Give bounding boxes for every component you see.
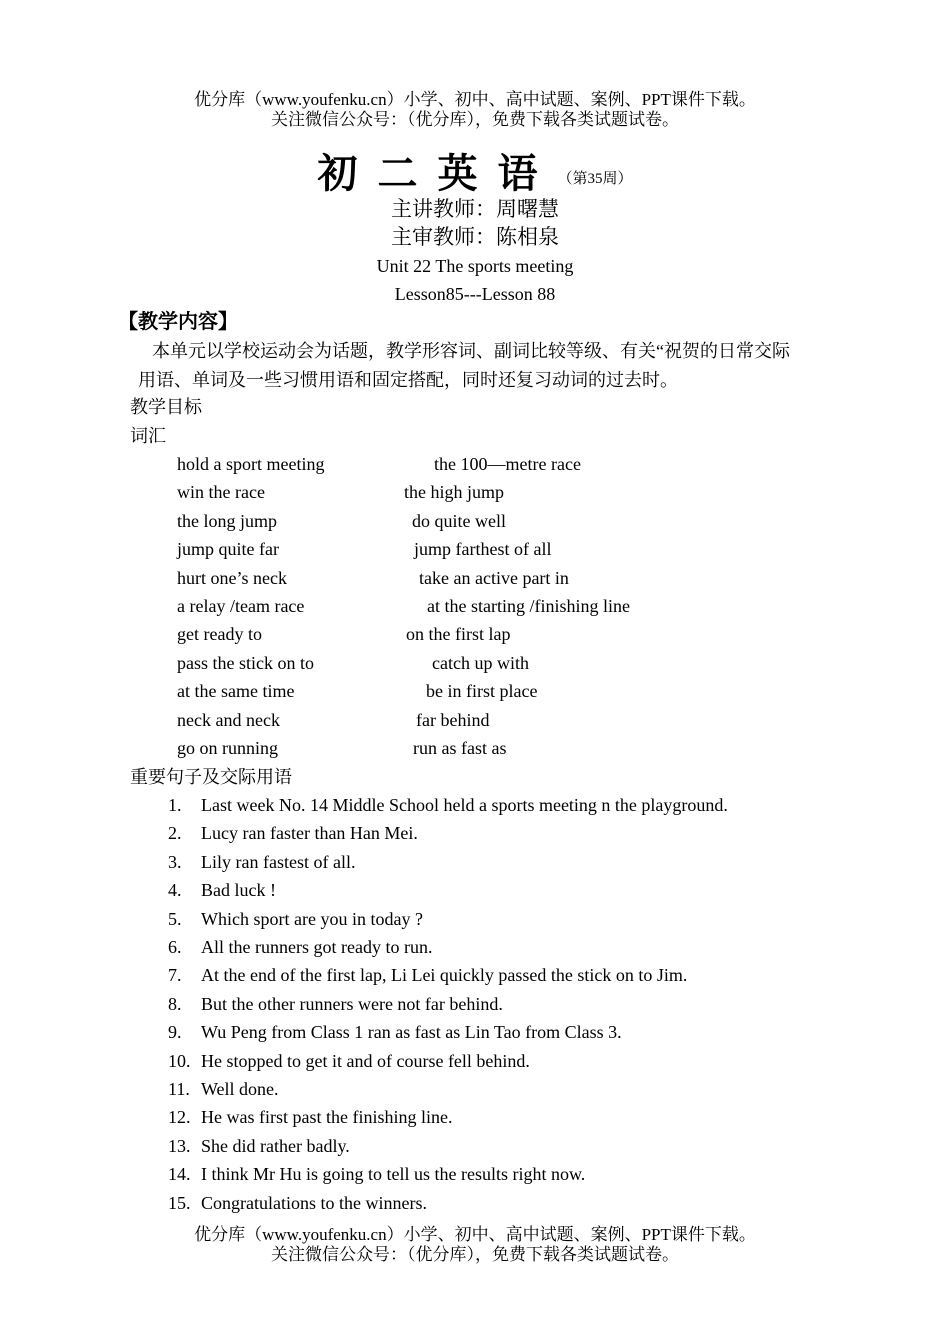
- sentence-text: She did rather badly.: [201, 1135, 350, 1156]
- vocab-item: at the starting /finishing line: [427, 596, 630, 616]
- sentence-item: [168, 1134, 350, 1158]
- sentence-item: [168, 821, 418, 845]
- sentence-item: [168, 1105, 452, 1129]
- vocab-item: hurt one’s neck: [177, 567, 287, 588]
- sentence-number: 11.: [168, 1079, 190, 1099]
- sentences-label: 重要句子及交际用语: [130, 767, 292, 787]
- week-label: （第35周）: [557, 171, 633, 187]
- sentence-item: [168, 850, 355, 874]
- intro-paragraph: [138, 337, 858, 394]
- sentence-item: [168, 1049, 530, 1073]
- sentence-text: Last week No. 14 Middle School held a sports meeting n the playground.: [201, 795, 728, 815]
- vocab-item: at the same time: [177, 681, 295, 702]
- sentence-item: [168, 1077, 279, 1101]
- sentence-number: 7.: [168, 965, 182, 986]
- sentence-number: 9.: [168, 1022, 182, 1043]
- sentence-text: Wu Peng from Class 1 ran as fast as Lin Tao from Class 3.: [201, 1022, 622, 1043]
- sentence-number: 15.: [168, 1192, 191, 1213]
- vocab-item: pass the stick on to: [177, 652, 314, 673]
- sentence-number: 1.: [168, 795, 182, 815]
- vocab-item: on the first lap: [406, 624, 511, 645]
- vocab-item: the high jump: [404, 482, 504, 503]
- vocab-label: 词汇: [130, 426, 166, 446]
- reviewer: 主审教师：陈相泉: [391, 225, 559, 249]
- vocab-item: take an active part in: [419, 567, 569, 588]
- sentence-item: [168, 793, 728, 817]
- sentence-text: I think Mr Hu is going to tell us the results right now.: [201, 1164, 586, 1185]
- unit-title: Unit 22 The sports meeting: [376, 256, 574, 276]
- sentence-text: But the other runners were not far behind.: [201, 993, 503, 1014]
- sentence-number: 12.: [168, 1107, 191, 1128]
- vocab-item: go on running: [177, 738, 278, 758]
- vocab-item: run as fast as: [413, 738, 507, 758]
- lesson-range: Lesson85---Lesson 88: [394, 284, 556, 304]
- sentence-item: [168, 963, 687, 987]
- sentence-text: Lily ran fastest of all.: [201, 851, 356, 872]
- sentence-text: Congratulations to the winners.: [201, 1192, 427, 1213]
- vocab-item: catch up with: [432, 652, 529, 673]
- sentence-text: Well done.: [201, 1079, 279, 1099]
- sentence-text: Lucy ran faster than Han Mei.: [201, 823, 418, 844]
- sentence-text: All the runners got ready to run.: [201, 937, 433, 957]
- sentence-number: 14.: [168, 1164, 191, 1185]
- vocab-item: get ready to: [177, 624, 262, 645]
- sentence-number: 13.: [168, 1135, 191, 1156]
- sentence-number: 8.: [168, 993, 182, 1014]
- sentence-item: [168, 1162, 585, 1186]
- page-title: 初二英语: [317, 150, 558, 197]
- vocab-item: be in first place: [426, 681, 538, 702]
- vocab-item: jump quite far: [177, 539, 279, 560]
- sentence-text: He was first past the finishing line.: [201, 1107, 453, 1128]
- vocab-item: hold a sport meeting: [177, 454, 325, 474]
- sentence-number: 6.: [168, 937, 182, 957]
- sentence-item: [168, 907, 423, 931]
- sentence-text: At the end of the first lap, Li Lei quickly passed the stick on to Jim.: [201, 965, 688, 986]
- sentence-number: 2.: [168, 823, 182, 844]
- sentence-text: He stopped to get it and of course fell behind.: [201, 1050, 530, 1071]
- sentence-number: 10.: [168, 1050, 191, 1071]
- vocab-item: far behind: [416, 709, 490, 730]
- sentence-item: [168, 1191, 427, 1215]
- sentence-item: [168, 935, 432, 959]
- lecturer: 主讲教师：周曙慧: [391, 197, 559, 221]
- intro-line-1: 本单元以学校运动会为话题，教学形容词、副词比较等级、有关“祝贺的日常交际: [152, 341, 790, 361]
- vocab-item: jump farthest of all: [414, 539, 552, 560]
- footer-line-1: 优分库（www.youfenku.cn）小学、初中、高中试题、案例、PPT课件下载。: [194, 1225, 756, 1244]
- vocab-item: win the race: [177, 482, 265, 503]
- vocab-item: the long jump: [177, 510, 277, 531]
- sentence-item: [168, 878, 276, 902]
- sentence-text: Which sport are you in today ?: [201, 908, 423, 929]
- sentence-number: 5.: [168, 908, 182, 929]
- sentence-text: Bad luck !: [201, 880, 276, 901]
- sentence-number: 4.: [168, 880, 182, 901]
- sentence-number: 3.: [168, 851, 182, 872]
- section-heading: 【教学内容】: [118, 311, 238, 333]
- vocab-item: neck and neck: [177, 709, 280, 730]
- footer-line-2: 关注微信公众号：（优分库），免费下载各类试题试卷。: [271, 1245, 679, 1264]
- sentence-item: [168, 1020, 622, 1044]
- vocab-item: a relay /team race: [177, 596, 305, 616]
- header-line-2: 关注微信公众号：（优分库），免费下载各类试题试卷。: [271, 110, 679, 129]
- vocab-item: the 100—metre race: [434, 454, 581, 474]
- title-row: [0, 142, 950, 199]
- intro-line-2: 用语、单词及一些习惯用语和固定搭配，同时还复习动词的过去时。: [138, 369, 678, 390]
- header-line-1: 优分库（www.youfenku.cn）小学、初中、高中试题、案例、PPT课件下载。: [194, 90, 756, 109]
- sentence-item: [168, 992, 503, 1016]
- vocab-item: do quite well: [412, 510, 506, 531]
- goals-label: 教学目标: [130, 397, 202, 417]
